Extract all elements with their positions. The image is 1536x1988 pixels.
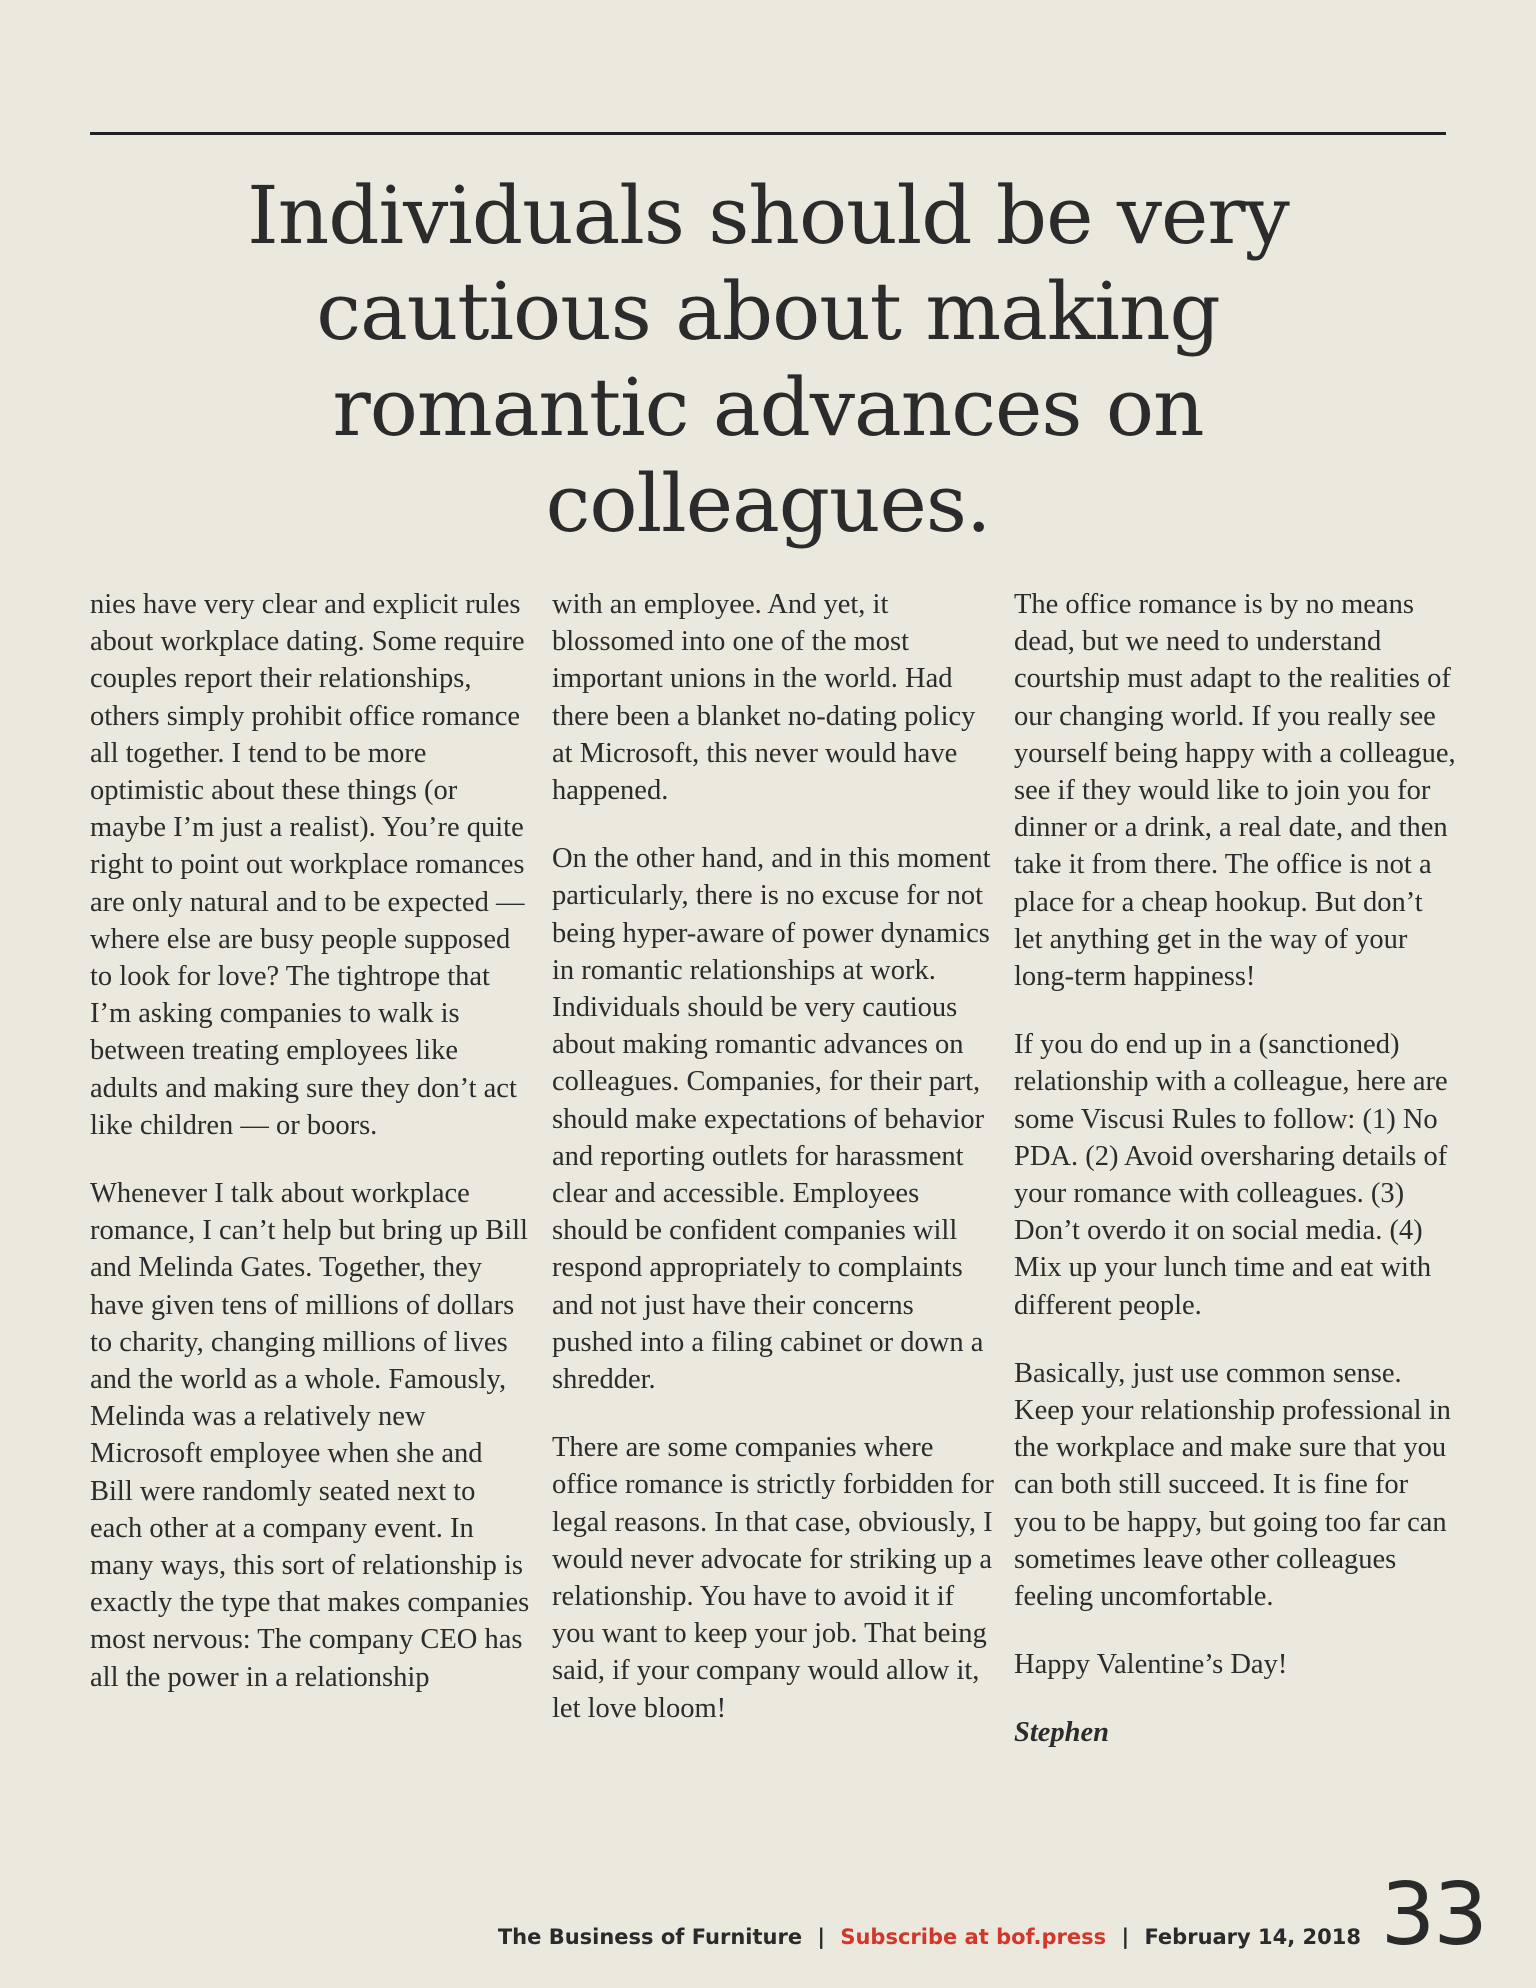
paragraph: If you do end up in a (sanctioned) relationship with a colleague, here are some Viscusi Rules to follow: (1) No PDA. (2) Avoid oversharing details of your romance with colleagues. (3) Don’t overdo it on social media. (4) Mix up your lunch time and eat with different people.	[1014, 1029, 1448, 1321]
page-footer	[498, 1925, 1361, 1949]
pull-quote: Individuals should be very cautious about making romantic advances on colleagues.	[247, 169, 1289, 550]
top-rule	[90, 132, 1446, 135]
article-column-3	[1014, 586, 1456, 1783]
footer-separator: |	[1121, 1925, 1130, 1949]
paragraph: Basically, just use common sense. Keep your relationship professional in the workplace and make sure that you can both still succeed. It is fine for you to be happy, but going too far can sometimes leave other colleagues feeling uncomfortable.	[1014, 1357, 1451, 1613]
publication-name: The Business of Furniture	[497, 1925, 803, 1949]
article-column-2	[552, 586, 994, 1758]
paragraph: Happy Valentine’s Day!	[1014, 1649, 1288, 1681]
footer-separator: |	[817, 1925, 826, 1949]
paragraph: with an employee. And yet, it blossomed into one of the most important unions in the world. Had there been a blanket no-dating policy at Microsoft, this never would have happened.	[552, 589, 976, 807]
subscribe-link[interactable]: Subscribe at bof.press	[840, 1925, 1107, 1949]
author-signature: Stephen	[1014, 1717, 1110, 1749]
paragraph: On the other hand, and in this moment particularly, there is no excuse for not being hyper-aware of power dynamics in romantic relationships at work. Individuals should be very cautious about making romantic advances on colleagues. Companies, for their part, should make expectations of behavior and reporting outlets for harassment clear and accessible. Employees should be confident companies will respond appropriately to complaints and not just have their concerns pushed into a filing cabinet or down a shredder.	[552, 843, 991, 1396]
issue-date: February 14, 2018	[1144, 1925, 1361, 1949]
paragraph: Whenever I talk about workplace romance, I can’t help but bring up Bill and Melinda Gates. Together, they have given tens of millions of dollars to charity, changing millions of lives and the world as a whole. Famously, Melinda was a relatively new Microsoft employee when she and Bill were randomly seated next to each other at a company event. In many ways, this sort of relationship is exactly the type that makes companies most nervous: The company CEO has all the power in a relationship	[90, 1178, 530, 1693]
paragraph: The office romance is by no means dead, but we need to understand courtship must adapt to the realities of our changing world. If you really see yourself being happy with a colleague, see if they would like to join you for dinner or a drink, a real date, and then take it from there. The office is not a place for a cheap hookup. But don’t let anything get in the way of your long-term happiness!	[1014, 589, 1456, 993]
article-column-1	[90, 586, 532, 1727]
page-number: 33	[1380, 1865, 1486, 1965]
paragraph: There are some companies where office romance is strictly forbidden for legal reasons. In that case, obviously, I would never advocate for striking up a relationship. You have to avoid it if you want to keep your job. That being said, if your company would allow it, let love bloom!	[552, 1432, 994, 1724]
paragraph: nies have very clear and explicit rules about workplace dating. Some require couples report their relationships, others simply prohibit office romance all together. I tend to be more optimistic about these things (or maybe I’m just a realist). You’re quite right to point out workplace romances are only natural and to be expected — where else are busy people supposed to look for love? The tightrope that I’m asking companies to walk is between treating employees like adults and making sure they don’t act like children — or boors.	[90, 589, 525, 1141]
